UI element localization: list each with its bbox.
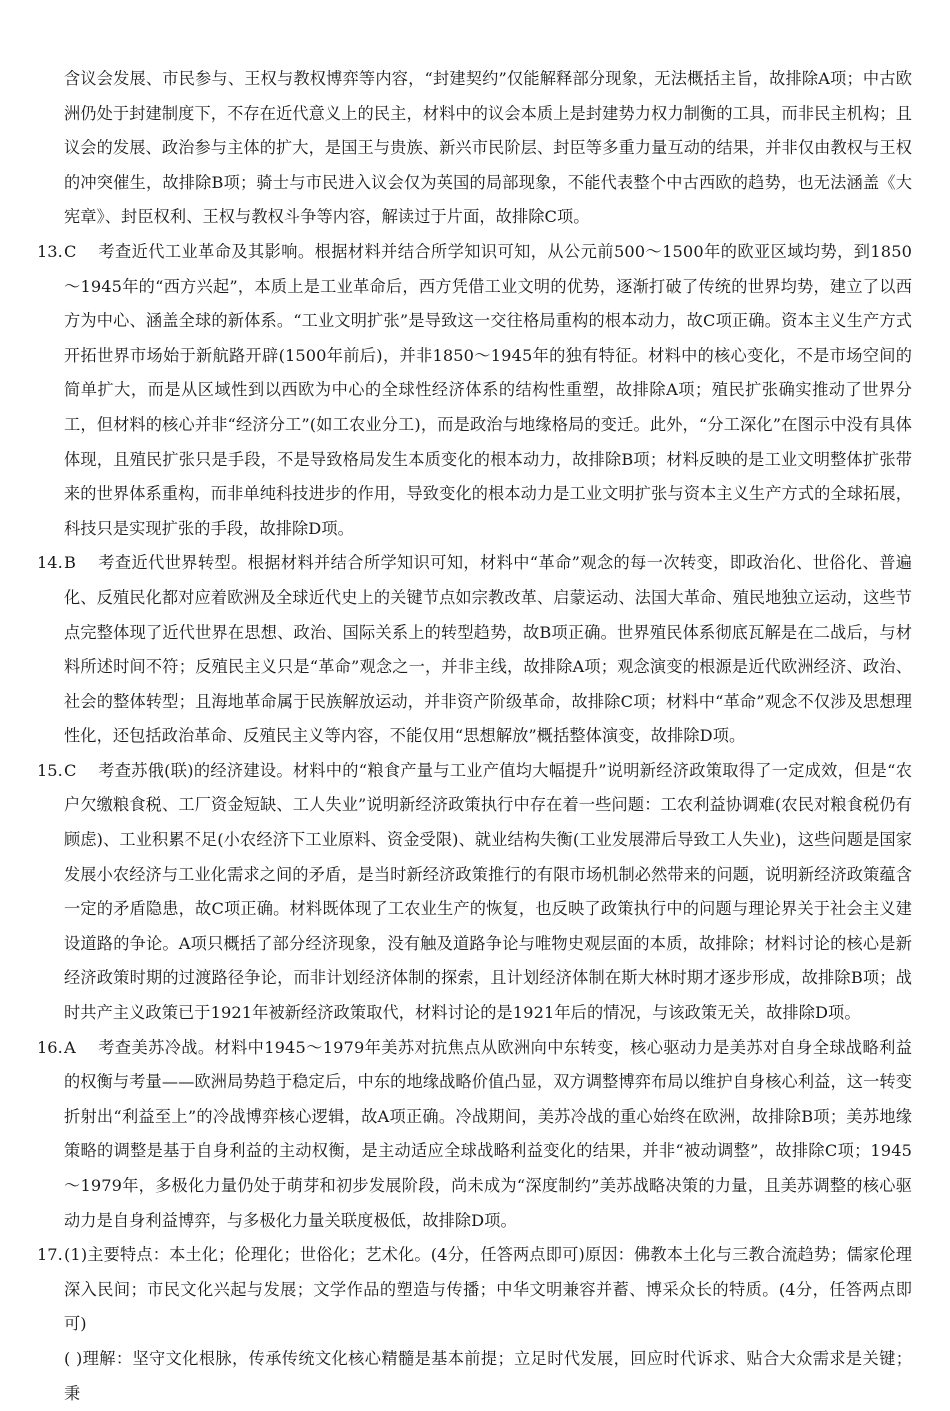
answer-letter: C	[64, 760, 77, 780]
answer-letter: C	[64, 241, 77, 261]
continuation-paragraph: 含议会发展、市民参与、王权与教权博弈等内容，“封建契约”仅能解释部分现象，无法概括主旨，故排除A项；中古欧洲仍处于封建制度下，不存在近代意义上的民主，材料中的议会本质上是封建势力权力制衡的工具，而非民主机构；且议会的发展、政治参与主体的扩大，是国王与贵族、新兴市民阶层、封臣等多重力量互动的结果，并非仅由教权与王权的冲突催生，故排除B项；骑士与市民进入议会仅为英国的局部现象，不能代表整个中古西欧的趋势，也无法涵盖《大宪章》、封臣权利、王权与教权斗争等内容，解读过于片面，故排除C项。	[64, 69, 912, 227]
explanation-text: 考查美苏冷战。材料中1945～1979年美苏对抗焦点从欧洲向中东转变，核心驱动力是美苏对自身全球战略利益的权衡与考量——欧洲局势趋于稳定后，中东的地缘战略价值凸显，双方调整博弈布局以维护自身核心利益，这一转变折射出“利益至上”的冷战博弈核心逻辑，故A项正确。冷战期间，美苏冷战的重心始终在欧洲，故排除B项；美苏地缘策略的调整是基于自身利益的主动权衡，是主动适应全球战略利益变化的结果，并非“被动调整”，故排除C项；1945～1979年，多极化力量仍处于萌芽和初步发展阶段，尚未成为“深度制约”美苏战略决策的力量，且美苏调整的核心驱动力是自身利益博弈，与多极化力量关联度极低，故排除D项。	[64, 1037, 912, 1230]
item-number: 17.	[37, 1245, 63, 1265]
item-number: 16.	[37, 1037, 63, 1057]
item-number: 15.	[37, 760, 63, 780]
item-number: 13.	[37, 241, 63, 261]
explanation-text: 考查苏俄(联)的经济建设。材料中的“粮食产量与工业产值均大幅提升”说明新经济政策取得了一定成效，但是“农户欠缴粮食税、工厂资金短缺、工人失业”说明新经济政策执行中存在着一些问题：工农利益协调难(农民对粮食税仍有顾虑)、工业积累不足(小农经济下工业原料、资金受限)、就业结构失衡(工业发展滞后导致工人失业)，这些问题是国家发展小农经济与工业化需求之间的矛盾，是当时新经济政策推行的有限市场机制必然带来的问题，说明新经济政策蕴含一定的矛盾隐患，故C项正确。材料既体现了工农业生产的恢复，也反映了政策执行中的问题与理论界关于社会主义建设道路的争论。A项只概括了部分经济现象，没有触及道路争论与唯物史观层面的本质，故排除；材料讨论的核心是新经济政策时期的过渡路径争论，而非计划经济体制的探索，且计划经济体制在斯大林时期才逐步形成，故排除B项；战时共产主义政策已于1921年被新经济政策取代，材料讨论的是1921年后的情况，与该政策无关，故排除D项。	[64, 760, 912, 1023]
sub-answer-paragraph: ( )理解：坚守文化根脉，传承传统文化核心精髓是基本前提；立足时代发展，回应时代诉求、贴合大众需求是关键；秉	[64, 1348, 912, 1403]
answer-item-17	[37, 1238, 912, 1342]
explanation-text: 考查近代世界转型。根据材料并结合所学知识可知，材料中“革命”观念的每一次转变，即政治化、世俗化、普遍化、反殖民化都对应着欧洲及全球近代史上的关键节点如宗教改革、启蒙运动、法国大革命、殖民地独立运动，这些节点完整体现了近代世界在思想、政治、国际关系上的转型趋势，故B项正确。世界殖民体系彻底瓦解是在二战后，与材料所述时间不符；反殖民主义只是“革命”观念之一，并非主线，故排除A项；观念演变的根源是近代欧洲经济、政治、社会的整体转型；且海地革命属于民族解放运动，并非资产阶级革命，故排除C项；材料中“革命”观念不仅涉及思想理性化，还包括政治革命、反殖民主义等内容，不能仅用“思想解放”概括整体演变，故排除D项。	[64, 553, 912, 746]
answer-item-14	[37, 546, 912, 754]
answer-letter: A	[64, 1037, 76, 1057]
answer-letter: B	[64, 553, 76, 573]
answer-item-13	[37, 235, 912, 546]
answer-item-16	[37, 1031, 912, 1239]
explanation-text: (1)主要特点：本土化；伦理化；世俗化；艺术化。(4分，任答两点即可)原因：佛教本土化与三教合流趋势；儒家伦理深入民间；市民文化兴起与发展；文学作品的塑造与传播；中华文明兼容并蓄、博采众长的特质。(4分，任答两点即可)	[64, 1245, 912, 1334]
explanation-text: 考查近代工业革命及其影响。根据材料并结合所学知识可知，从公元前500～1500年的欧亚区域均势，到1850～1945年的“西方兴起”，本质上是工业革命后，西方凭借工业文明的优势，逐渐打破了传统的世界均势，建立了以西方为中心、涵盖全球的新体系。“工业文明扩张”是导致这一交往格局重构的根本动力，故C项正确。资本主义生产方式开拓世界市场始于新航路开辟(1500年前后)，并非1850～1945年的独有特征。材料中的核心变化，不是市场空间的简单扩大，而是从区域性到以西欧为中心的全球性经济体系的结构性重塑，故排除A项；殖民扩张确实推动了世界分工，但材料的核心并非“经济分工”(如工农业分工)，而是政治与地缘格局的变迁。此外，“分工深化”在图示中没有具体体现，且殖民扩张只是手段，不是导致格局发生本质变化的根本动力，故排除B项；材料反映的是工业文明整体扩张带来的世界体系重构，而非单纯科技进步的作用，导致变化的根本动力是工业文明扩张与资本主义生产方式的全球拓展，科技只是实现扩张的手段，故排除D项。	[64, 241, 912, 538]
item-number: 14.	[37, 553, 63, 573]
answer-item-15	[37, 754, 912, 1031]
